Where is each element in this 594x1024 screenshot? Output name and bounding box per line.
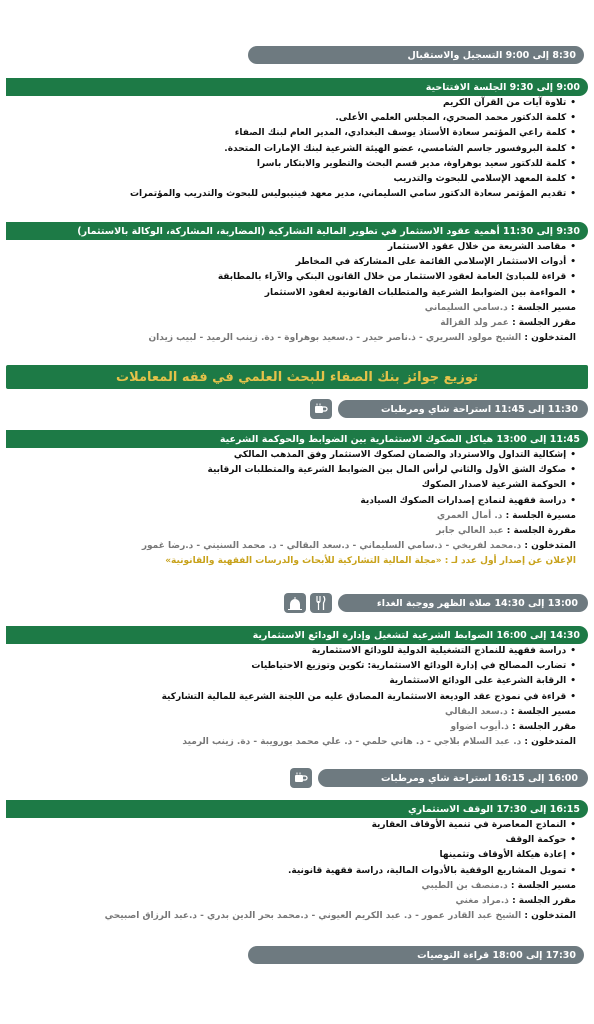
chair-name: د.منصف بن الطيبي — [421, 880, 508, 891]
list-item: • تمويل المشاريع الوقفية بالأدوات المالية، دراسة فقهية قانونية. — [6, 864, 588, 879]
tea-break-2-bar — [318, 769, 588, 787]
panel-names: الشيخ مولود السريري - ذ.ناصر حيدر - د.سعيد بوهراوة - دة. زينب الرميد - لبيب زيدان — [148, 333, 522, 344]
list-item: • قراءة للمبادئ العامة لعقود الاستثمار من خلال القانون البنكي والآراء بالمطابقة — [6, 270, 588, 285]
chair-label: مسير الجلسة : — [510, 706, 576, 717]
session-header: 11:45 إلى 13:00 هياكل الصكوك الاستثمارية بين الضوابط والحوكمة الشرعية — [6, 430, 588, 448]
recommendations-text: 17:30 إلى 18:00 قراءة التوصيات — [417, 949, 576, 961]
registration-bar — [248, 46, 584, 64]
journal-announcement: الإعلان عن إصدار أول عدد لـ : «مجلة المالية التشاركية للأبحاث والدرسات الفقهية والقانونية» — [165, 556, 576, 567]
list-item: • كلمة للدكتور سعيد بوهراوة، مدير قسم البحث والتطوير والابتكار باسرا — [6, 157, 588, 172]
list-item: • إعادة هيكلة الأوقاف وتثمينها — [6, 848, 588, 863]
session-chair — [6, 879, 588, 894]
chair-name: د.سعد البقالي — [444, 706, 508, 717]
list-item: • تقديم المؤتمر سعادة الدكتور سامي السليماني، مدير معهد فينيبوليس للبحوث والتدريب والمؤتمرات — [6, 187, 588, 202]
session-chair — [6, 509, 588, 524]
list-item: • الرقابة الشرعية على الودائع الاستثمارية — [6, 674, 588, 689]
list-item: • تضارب المصالح في إدارة الودائع الاستثمارية: تكوين وتوزيع الاحتياطيات — [6, 659, 588, 674]
list-item: • دراسة فقهية للنماذج التشغيلية الدولية للودائع الاستثمارية — [6, 644, 588, 659]
panel-names: د.محمد لفريخي - ذ.سامي السليماني - د.سعد البقالي - د. محمد السنيني - د.رضا غمور — [141, 541, 522, 552]
panel-label: المتدخلون : — [524, 737, 576, 748]
list-item: • كلمة الدكتور محمد الصحري، المجلس العلمي الأعلى. — [6, 111, 588, 126]
session-deposits — [6, 626, 588, 750]
session-header: 9:00 إلى 9:30 الجلسة الافتتاحية — [6, 78, 588, 96]
rapporteur-label: مقرر الجلسة : — [512, 896, 576, 907]
session-opening — [6, 78, 588, 202]
session-investment-contracts — [6, 222, 588, 346]
panel-names: د. عبد السلام بلاجي - د. هاني حلمي - د. علي محمد بورويبة - دة. زينب الرميد — [182, 737, 522, 748]
tea-break-1 — [6, 398, 588, 420]
session-chair — [6, 705, 588, 720]
session-waqf — [6, 800, 588, 924]
registration-text: 8:30 إلى 9:00 التسجيل والاستقبال — [407, 49, 576, 61]
coffee-cup-icon — [290, 768, 312, 788]
session-rapporteur — [6, 316, 588, 331]
rapporteur-label: مقرر الجلسة : — [512, 722, 576, 733]
chair-label: مسير الجلسة : — [510, 302, 576, 313]
list-item: • كلمة البروفسور جاسم الشامسي، عضو الهيئة الشرعية لبنك الإمارات المتحدة. — [6, 142, 588, 157]
cutlery-icon — [310, 593, 332, 613]
recommendations-bar — [248, 946, 584, 964]
coffee-cup-icon — [310, 399, 332, 419]
session-header: 9:30 إلى 11:30 أهمية عقود الاستثمار في تطوير المالية التشاركية (المضاربة، المشاركة، الوكالة بالاستثمار) — [6, 222, 588, 240]
session-header: 14:30 إلى 16:00 الضوابط الشرعية لتشغيل وإدارة الودائع الاستثمارية — [6, 626, 588, 644]
list-item: • النماذج المعاصرة في تنمية الأوقاف العقارية — [6, 818, 588, 833]
session-panel — [6, 909, 588, 924]
list-item: • إشكالية التداول والاسترداد والضمان لصكوك الاستثمار وفق المذهب المالكي — [6, 448, 588, 463]
panel-label: المتدخلون : — [524, 911, 576, 922]
list-item: • المواءمة بين الضوابط الشرعية والمتطلبات القانونية لعقود الاستثمار — [6, 286, 588, 301]
list-item: • كلمة المعهد الإسلامي للبحوث والتدريب — [6, 172, 588, 187]
lunch-break-text: 13:00 إلى 14:30 صلاة الظهر ووجبة الغداء — [376, 597, 578, 609]
list-item: • صكوك الشق الأول والثاني لرأس المال بين الضوابط الشرعية والمتطلبات الرقابية — [6, 463, 588, 478]
chair-name: د.سامي السليماني — [424, 302, 508, 313]
lunch-break — [6, 592, 588, 614]
list-item: • أدوات الاستثمار الإسلامي القائمة على المشاركة في المخاطر — [6, 255, 588, 270]
list-item: • تلاوة آيات من القرآن الكريم — [6, 96, 588, 111]
awards-banner — [6, 365, 588, 389]
session-panel — [6, 735, 588, 750]
panel-label: المتدخلون : — [524, 541, 576, 552]
list-item: • قراءة في نموذج عقد الوديعة الاستثمارية المصادق عليه من اللجنة الشرعية للمالية التشاركية — [6, 690, 588, 705]
rapporteur-name: ذ.مراد مغني — [455, 896, 509, 907]
tea-break-2-text: 16:00 إلى 16:15 استراحة شاي ومرطبات — [381, 772, 578, 784]
list-item: • الحوكمة الشرعية لاصدار الصكوك — [6, 478, 588, 493]
tea-break-2 — [6, 767, 588, 789]
mosque-icon — [284, 593, 306, 613]
rapporteur-name: عمر ولد الفزالة — [440, 318, 509, 329]
rapporteur-label: مقررة الجلسة : — [506, 526, 576, 537]
tea-break-1-text: 11:30 إلى 11:45 استراحة شاي ومرطبات — [381, 403, 578, 415]
chair-label: مسير الجلسة : — [510, 880, 576, 891]
lunch-break-bar — [338, 594, 588, 612]
rapporteur-label: مقرر الجلسة : — [512, 318, 576, 329]
session-panel — [6, 539, 588, 554]
list-item: • دراسة فقهية لنماذج إصدارات الصكوك السيادية — [6, 494, 588, 509]
session-rapporteur — [6, 524, 588, 539]
rapporteur-name: عبد العالي جابر — [436, 526, 504, 537]
chair-name: د. أمال العمري — [436, 510, 503, 521]
session-sukuk — [6, 430, 588, 570]
session-chair — [6, 301, 588, 316]
session-header: 16:15 إلى 17:30 الوقف الاستثماري — [6, 800, 588, 818]
chair-label: مسيرة الجلسة : — [505, 510, 576, 521]
panel-label: المتدخلون : — [524, 333, 576, 344]
session-rapporteur — [6, 720, 588, 735]
session-panel — [6, 331, 588, 346]
list-item: • كلمة راعي المؤتمر سعادة الأستاذ يوسف البغدادي، المدير العام لبنك الصفاء — [6, 126, 588, 141]
list-item: • حوكمة الوقف — [6, 833, 588, 848]
list-item: • مقاصد الشريعة من خلال عقود الاستثمار — [6, 240, 588, 255]
session-rapporteur — [6, 894, 588, 909]
rapporteur-name: ذ.أيوب اضواو — [450, 722, 509, 733]
awards-banner-text: توزيع جوائز بنك الصفاء للبحث العلمي في فقه المعاملات — [116, 369, 478, 385]
tea-break-1-bar — [338, 400, 588, 418]
panel-names: الشيخ عبد القادر عمور - د. عبد الكريم العيوني - د.محمد بحر الدين بدري - د.عبد الرزاق اصبيحي — [104, 911, 522, 922]
